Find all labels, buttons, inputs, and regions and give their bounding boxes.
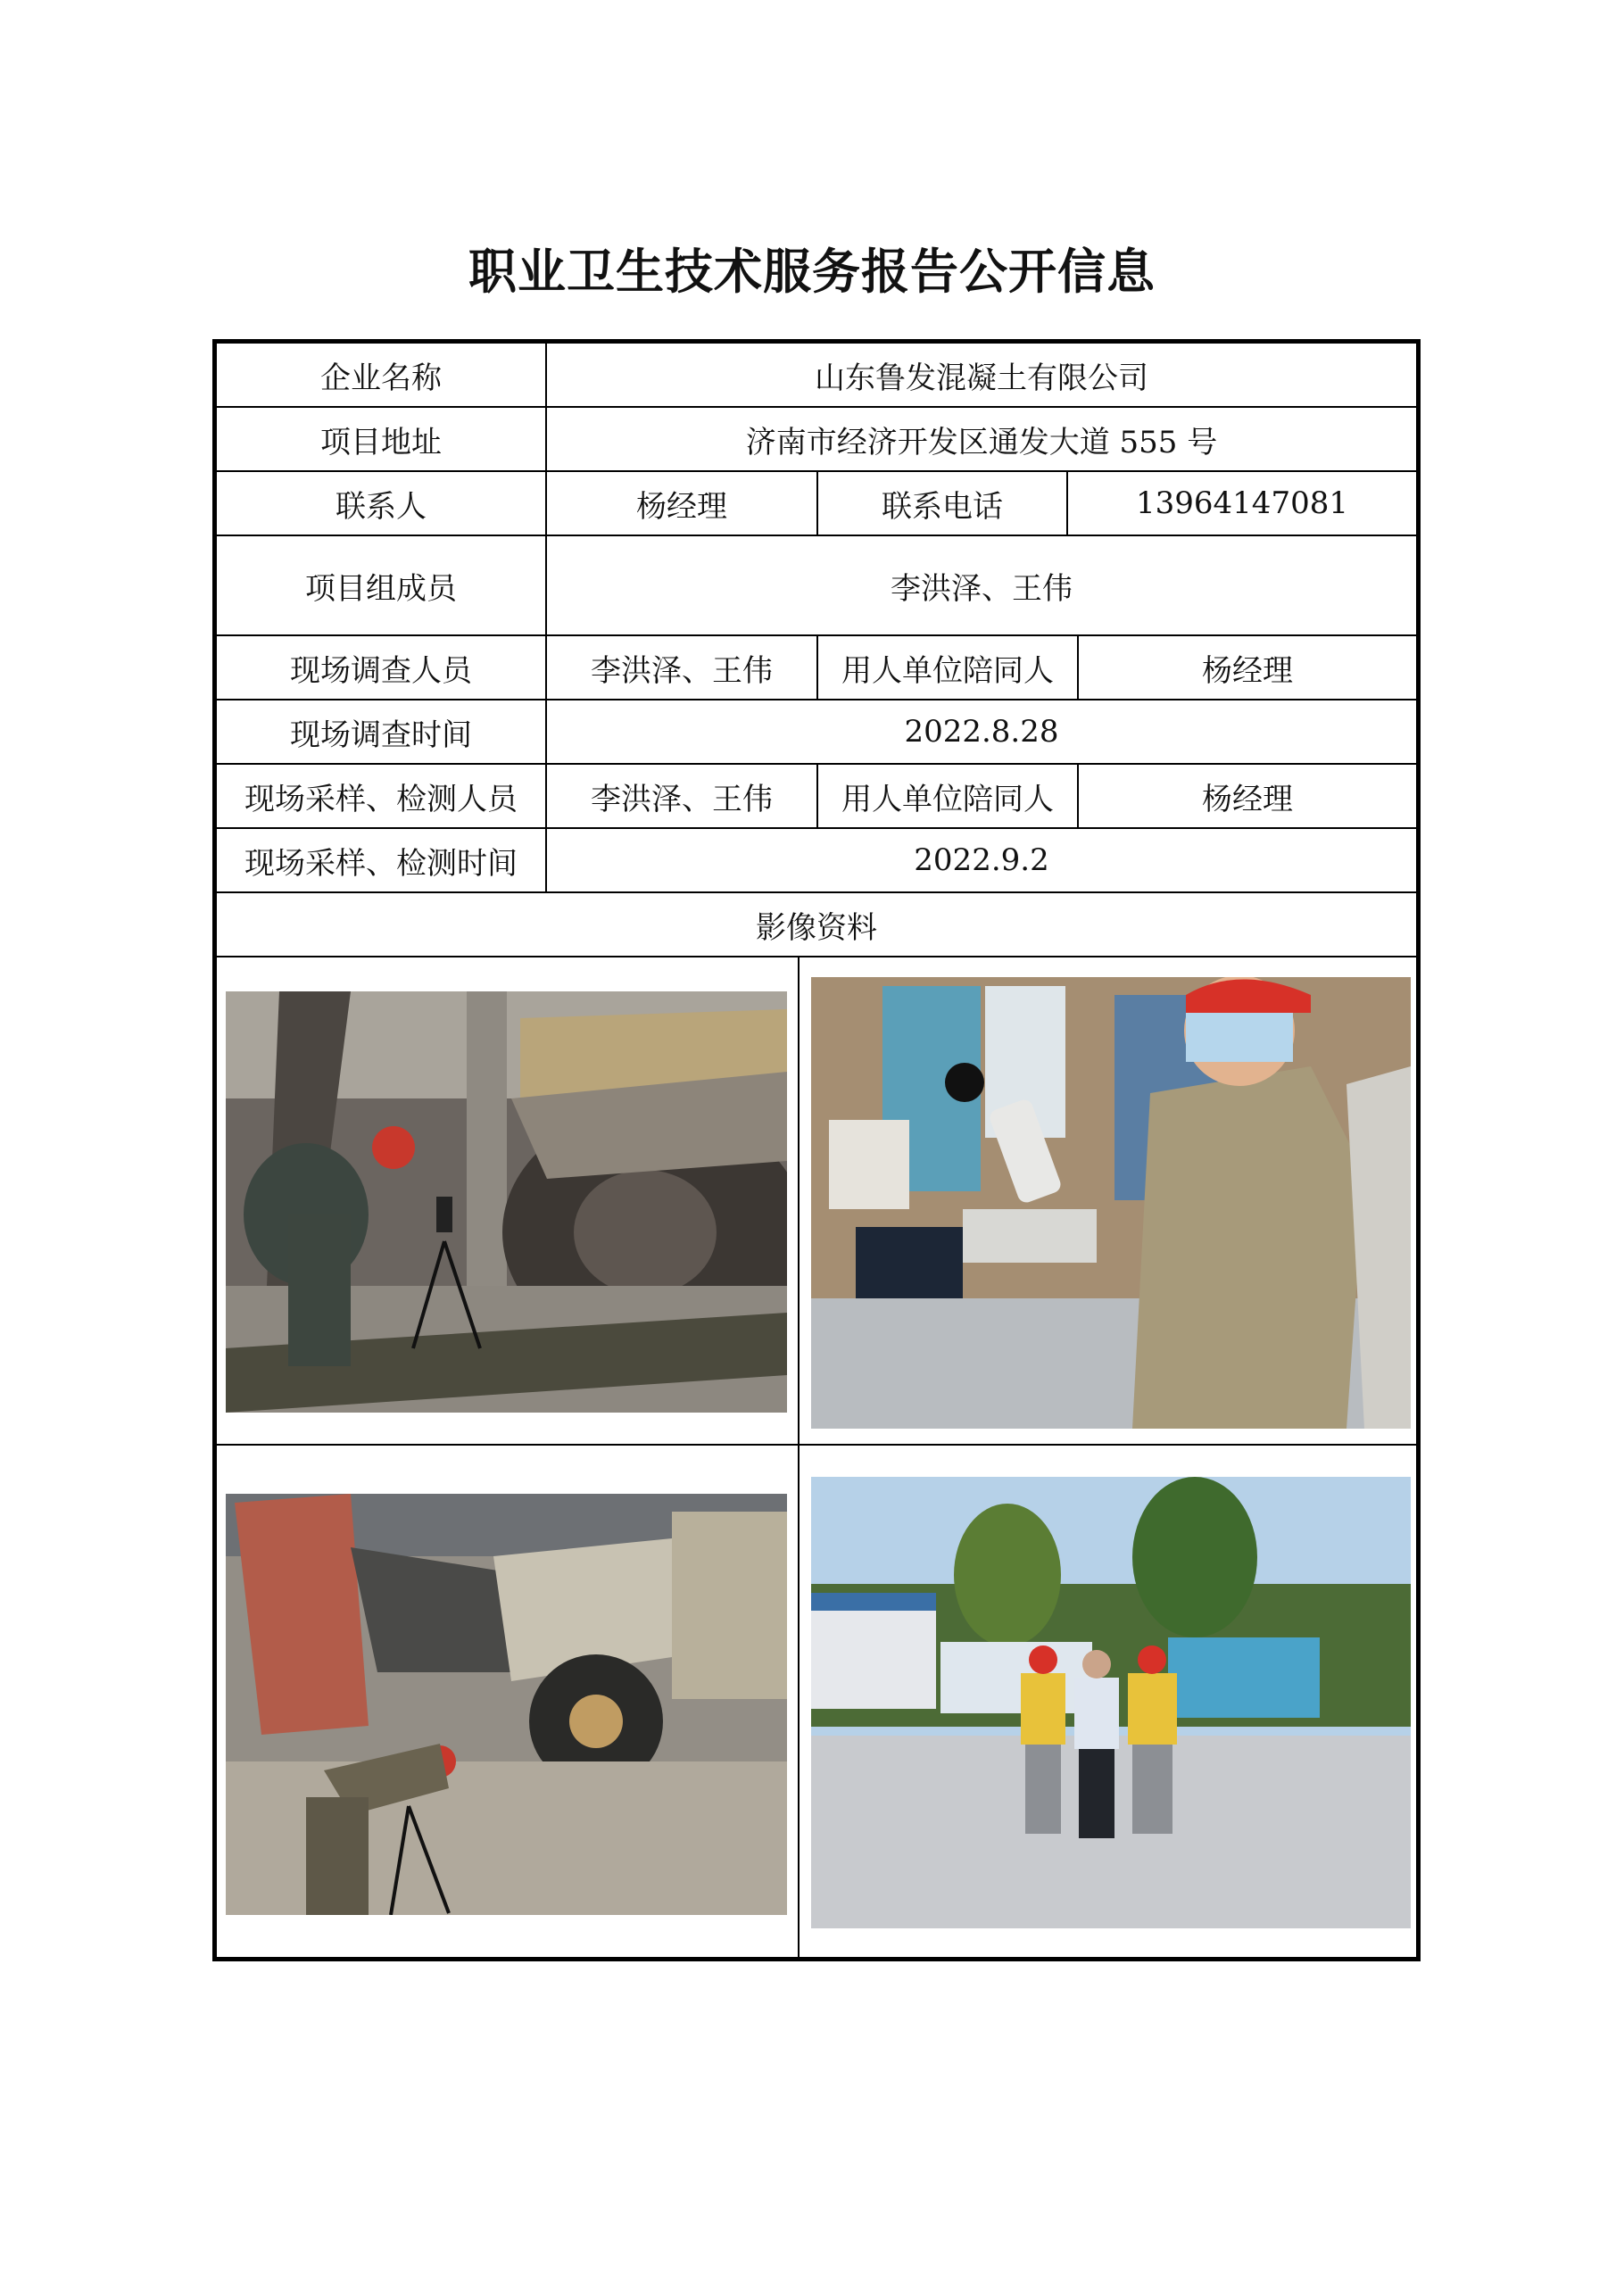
contact-value: 杨经理: [545, 472, 816, 535]
phone-label: 联系电话: [816, 472, 1066, 535]
survey-staff-value: 李洪泽、王伟: [545, 636, 816, 699]
row-members: [217, 536, 1416, 636]
row-sampling-staff: [217, 765, 1416, 829]
row-sampling-time: [217, 829, 1416, 893]
sampling-escort-value: 杨经理: [1077, 765, 1416, 827]
page-title: 职业卫生技术服务报告公开信息: [468, 244, 1156, 300]
members-value: 李洪泽、王伟: [545, 536, 1416, 634]
phone-value: 13964147081: [1066, 472, 1416, 535]
address-value: 济南市经济开发区通发大道 555 号: [545, 408, 1416, 470]
images-label: 影像资料: [756, 909, 877, 946]
info-table: [212, 339, 1421, 1961]
row-address: [217, 408, 1416, 472]
sampling-staff-label: 现场采样、检测人员: [244, 781, 518, 817]
survey-time-value: 2022.8.28: [545, 700, 1416, 763]
photo-noise-measurement: [811, 977, 1411, 1429]
row-images-header: [217, 893, 1416, 957]
address-label: 项目地址: [320, 424, 442, 460]
survey-staff-label: 现场调查人员: [290, 652, 472, 689]
row-survey-time: [217, 700, 1416, 765]
photo-grid-divider-vertical: [798, 957, 800, 1957]
row-contact: [217, 472, 1416, 536]
company-label: 企业名称: [320, 360, 442, 396]
photo-sampling-conveyor: [226, 991, 787, 1413]
row-survey-staff: [217, 636, 1416, 700]
sampling-time-label: 现场采样、检测时间: [244, 845, 518, 882]
photo-sampling-loader: [226, 1494, 787, 1915]
survey-escort-label: 用人单位陪同人: [816, 636, 1077, 699]
sampling-escort-label: 用人单位陪同人: [816, 765, 1077, 827]
row-company: [217, 344, 1416, 408]
photo-grid-divider-horizontal: [217, 1444, 1416, 1446]
survey-escort-value: 杨经理: [1077, 636, 1416, 699]
sampling-time-value: 2022.9.2: [545, 829, 1416, 891]
sampling-staff-value: 李洪泽、王伟: [545, 765, 816, 827]
photo-group-outdoor: [811, 1477, 1411, 1928]
company-value: 山东鲁发混凝土有限公司: [545, 344, 1416, 406]
members-label: 项目组成员: [305, 570, 457, 607]
survey-time-label: 现场调查时间: [290, 717, 472, 753]
contact-label: 联系人: [336, 488, 427, 525]
